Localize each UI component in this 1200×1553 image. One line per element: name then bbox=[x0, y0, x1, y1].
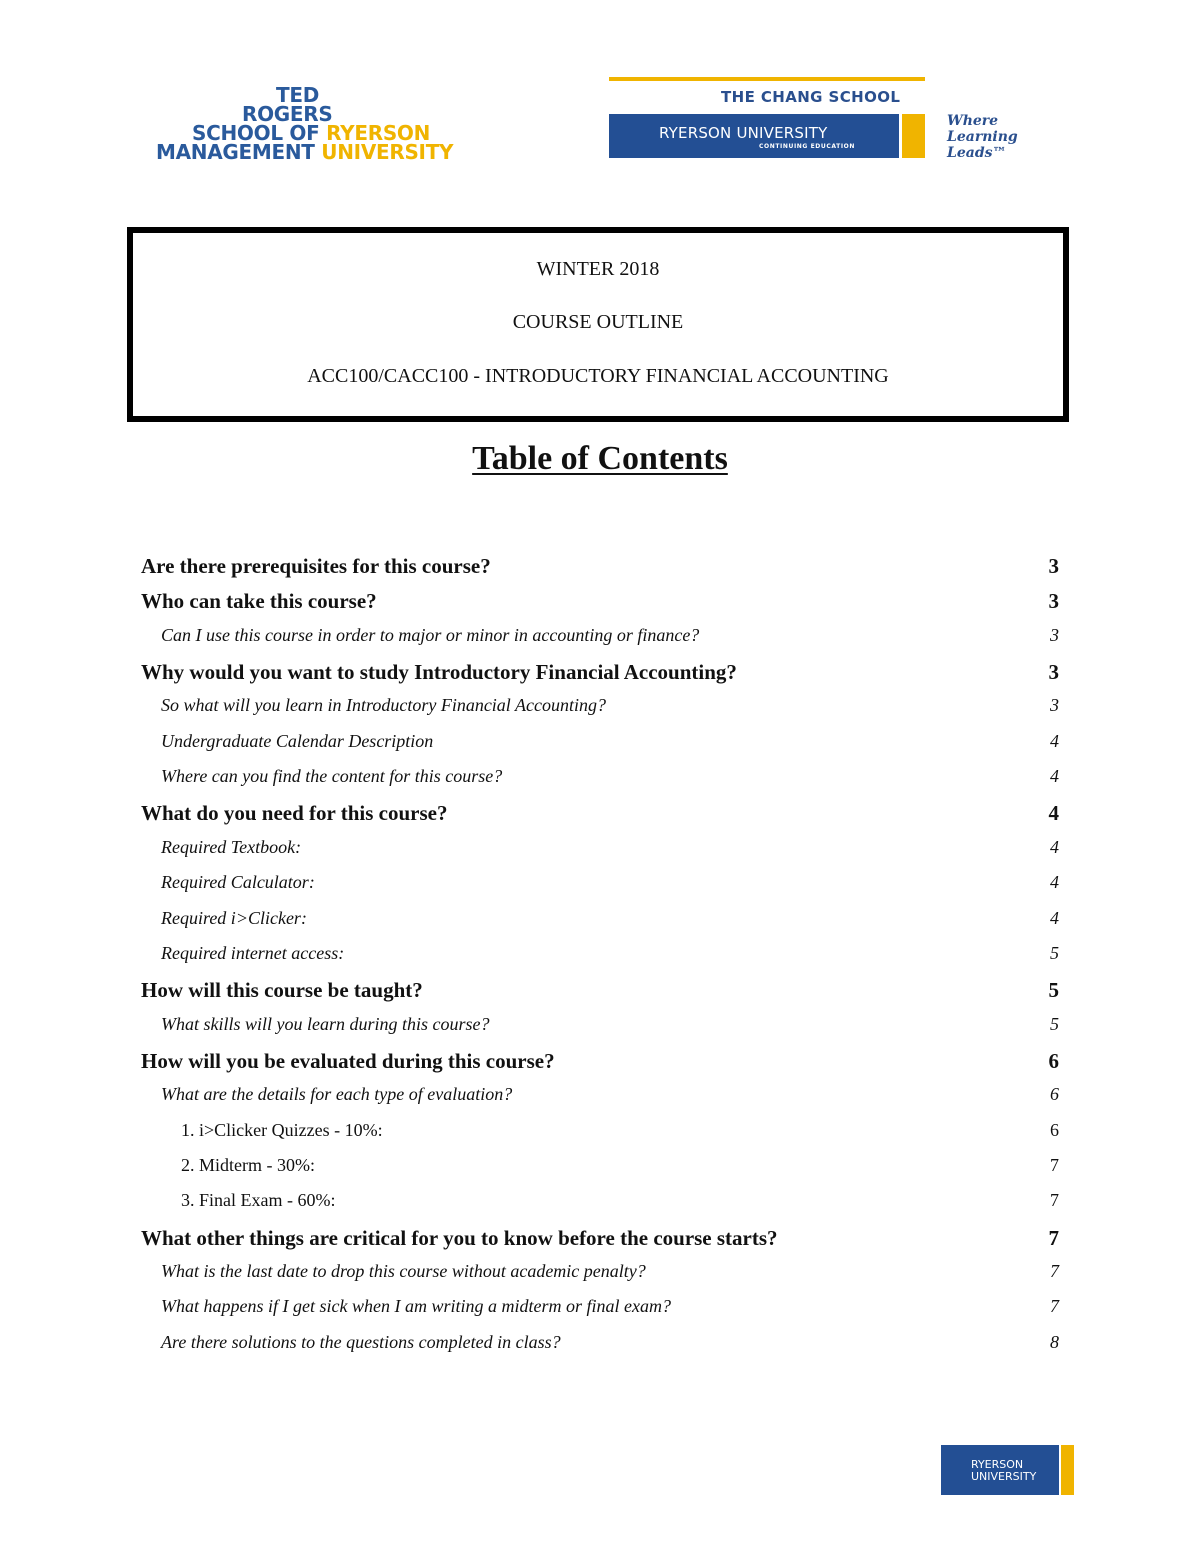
toc-entry-page: 7 bbox=[1048, 1226, 1059, 1250]
chang-logo-continuing-education: CONTINUING EDUCATION bbox=[759, 143, 855, 150]
toc-entry-level1[interactable] bbox=[141, 589, 1059, 614]
chang-logo-university: RYERSON UNIVERSITY bbox=[659, 124, 828, 142]
toc-entry-page: 5 bbox=[1050, 943, 1059, 963]
toc-entry-page: 3 bbox=[1050, 695, 1059, 715]
toc-entry-level2[interactable] bbox=[161, 695, 1059, 716]
toc-entry-text: Why would you want to study Introductory Financial Accounting? bbox=[141, 660, 737, 684]
chang-logo-gold-box bbox=[902, 114, 925, 158]
toc-entry-page: 7 bbox=[1050, 1296, 1059, 1316]
toc-entry-level2[interactable] bbox=[161, 1296, 1059, 1317]
toc-entry-text: What is the last date to drop this course without academic penalty? bbox=[161, 1261, 646, 1281]
trsm-logo bbox=[156, 83, 466, 164]
trsm-logo-line4 bbox=[156, 140, 466, 164]
footer-ryerson-logo bbox=[941, 1445, 1074, 1495]
toc-entry-text: Can I use this course in order to major or minor in accounting or finance? bbox=[161, 625, 700, 645]
toc-entry-level1[interactable] bbox=[141, 801, 1059, 826]
toc-entry-level2[interactable] bbox=[161, 731, 1059, 752]
tagline-line2: Learning bbox=[947, 129, 1018, 145]
course-title: ACC100/CACC100 - INTRODUCTORY FINANCIAL ACCOUNTING bbox=[307, 365, 889, 387]
tagline-line1: Where bbox=[947, 113, 999, 129]
toc-entry-text: Required i>Clicker: bbox=[161, 908, 307, 928]
toc-entry-text: Required Calculator: bbox=[161, 872, 315, 892]
toc-entry-text: What are the details for each type of evaluation? bbox=[161, 1084, 513, 1104]
toc-entry-level2[interactable] bbox=[161, 837, 1059, 858]
trsm-logo-line1: TED bbox=[276, 83, 320, 107]
toc-entry-text: So what will you learn in Introductory Financial Accounting? bbox=[161, 695, 606, 715]
toc-entry-text: Who can take this course? bbox=[141, 589, 377, 613]
toc-entry-text: Undergraduate Calendar Description bbox=[161, 731, 434, 751]
toc-entry-page: 4 bbox=[1050, 908, 1059, 928]
toc-entry-level2[interactable] bbox=[161, 625, 1059, 646]
toc-entry-level2[interactable] bbox=[161, 872, 1059, 893]
document-type: COURSE OUTLINE bbox=[512, 311, 684, 333]
toc-entry-text: Where can you find the content for this course? bbox=[161, 766, 503, 786]
toc-entry-text: How will this course be taught? bbox=[141, 978, 423, 1002]
toc-entry-page: 4 bbox=[1050, 766, 1059, 786]
toc-entry-page: 4 bbox=[1050, 731, 1059, 751]
footer-logo-line1: RYERSON bbox=[971, 1458, 1024, 1471]
toc-entry-level1[interactable] bbox=[141, 660, 1059, 685]
toc-entry-level2[interactable] bbox=[161, 1014, 1059, 1035]
toc-entry-page: 4 bbox=[1050, 872, 1059, 892]
toc-entry-level2[interactable] bbox=[161, 1261, 1059, 1282]
chang-school-name: THE CHANG SCHOOL bbox=[721, 88, 901, 106]
trsm-logo-university: UNIVERSITY bbox=[321, 140, 454, 164]
toc-entry-level1[interactable] bbox=[141, 554, 1059, 579]
toc-entry-page: 4 bbox=[1050, 837, 1059, 857]
trsm-logo-management: MANAGEMENT bbox=[156, 140, 322, 164]
footer-logo-blue bbox=[941, 1445, 1059, 1495]
toc-entry-text: What other things are critical for you to know before the course starts? bbox=[141, 1226, 778, 1250]
toc-entry-level1[interactable] bbox=[141, 1226, 1059, 1251]
toc-entry-level1[interactable] bbox=[141, 978, 1059, 1003]
toc-entry-page: 3 bbox=[1048, 554, 1059, 578]
toc-entry-level3[interactable] bbox=[181, 1190, 1059, 1211]
chang-logo-blue-box bbox=[609, 114, 899, 158]
toc-entry-level2[interactable] bbox=[161, 766, 1059, 787]
trsm-logo-school-of: SCHOOL OF bbox=[192, 121, 327, 145]
toc-entry-page: 6 bbox=[1048, 1049, 1059, 1073]
course-header-box bbox=[127, 227, 1069, 422]
toc-entry-page: 8 bbox=[1050, 1332, 1059, 1352]
trsm-logo-ryerson: RYERSON bbox=[326, 121, 431, 145]
chang-school-logo bbox=[609, 77, 1039, 161]
chang-logo-tagline bbox=[947, 113, 1018, 161]
toc-entry-text: Required internet access: bbox=[161, 943, 345, 963]
trsm-logo-line2: ROGERS bbox=[242, 102, 333, 126]
toc-entry-level2[interactable] bbox=[161, 1084, 1059, 1105]
toc-entry-page: 3 bbox=[1048, 660, 1059, 684]
toc-entry-text: What do you need for this course? bbox=[141, 801, 448, 825]
toc-entry-text: How will you be evaluated during this course? bbox=[141, 1049, 555, 1073]
toc-entry-page: 7 bbox=[1050, 1261, 1059, 1281]
toc-entry-level2[interactable] bbox=[161, 943, 1059, 964]
toc-entry-page: 7 bbox=[1050, 1190, 1059, 1210]
footer-logo-text bbox=[971, 1459, 1036, 1483]
tagline-line3: Leads™ bbox=[947, 145, 1007, 161]
toc-entry-page: 6 bbox=[1050, 1120, 1059, 1140]
toc-entry-page: 7 bbox=[1050, 1155, 1059, 1175]
toc-entry-text: Are there solutions to the questions completed in class? bbox=[161, 1332, 561, 1352]
toc-entry-level1[interactable] bbox=[141, 1049, 1059, 1074]
toc-entry-page: 5 bbox=[1050, 1014, 1059, 1034]
toc-entry-text: 2. Midterm - 30%: bbox=[181, 1155, 315, 1175]
toc-entry-page: 5 bbox=[1048, 978, 1059, 1002]
footer-logo-gold bbox=[1061, 1445, 1074, 1495]
toc-entry-text: Required Textbook: bbox=[161, 837, 302, 857]
course-term: WINTER 2018 bbox=[536, 258, 660, 280]
toc-entry-text: Are there prerequisites for this course? bbox=[141, 554, 491, 578]
toc-title: Table of Contents bbox=[472, 440, 728, 477]
toc-entry-text: 3. Final Exam - 60%: bbox=[181, 1190, 336, 1210]
toc-entry-level3[interactable] bbox=[181, 1155, 1059, 1176]
toc-entry-page: 4 bbox=[1048, 801, 1059, 825]
toc-entry-text: What skills will you learn during this course? bbox=[161, 1014, 490, 1034]
chang-logo-gold-bar bbox=[609, 77, 925, 81]
toc-entry-page: 3 bbox=[1050, 625, 1059, 645]
toc-entry-level2[interactable] bbox=[161, 1332, 1059, 1353]
toc-entry-text: 1. i>Clicker Quizzes - 10%: bbox=[181, 1120, 383, 1140]
footer-logo-line2: UNIVERSITY bbox=[971, 1470, 1037, 1483]
toc-entry-level3[interactable] bbox=[181, 1120, 1059, 1141]
toc-entry-page: 6 bbox=[1050, 1084, 1059, 1104]
toc-entry-text: What happens if I get sick when I am writing a midterm or final exam? bbox=[161, 1296, 671, 1316]
toc-entry-page: 3 bbox=[1048, 589, 1059, 613]
toc-entry-level2[interactable] bbox=[161, 908, 1059, 929]
